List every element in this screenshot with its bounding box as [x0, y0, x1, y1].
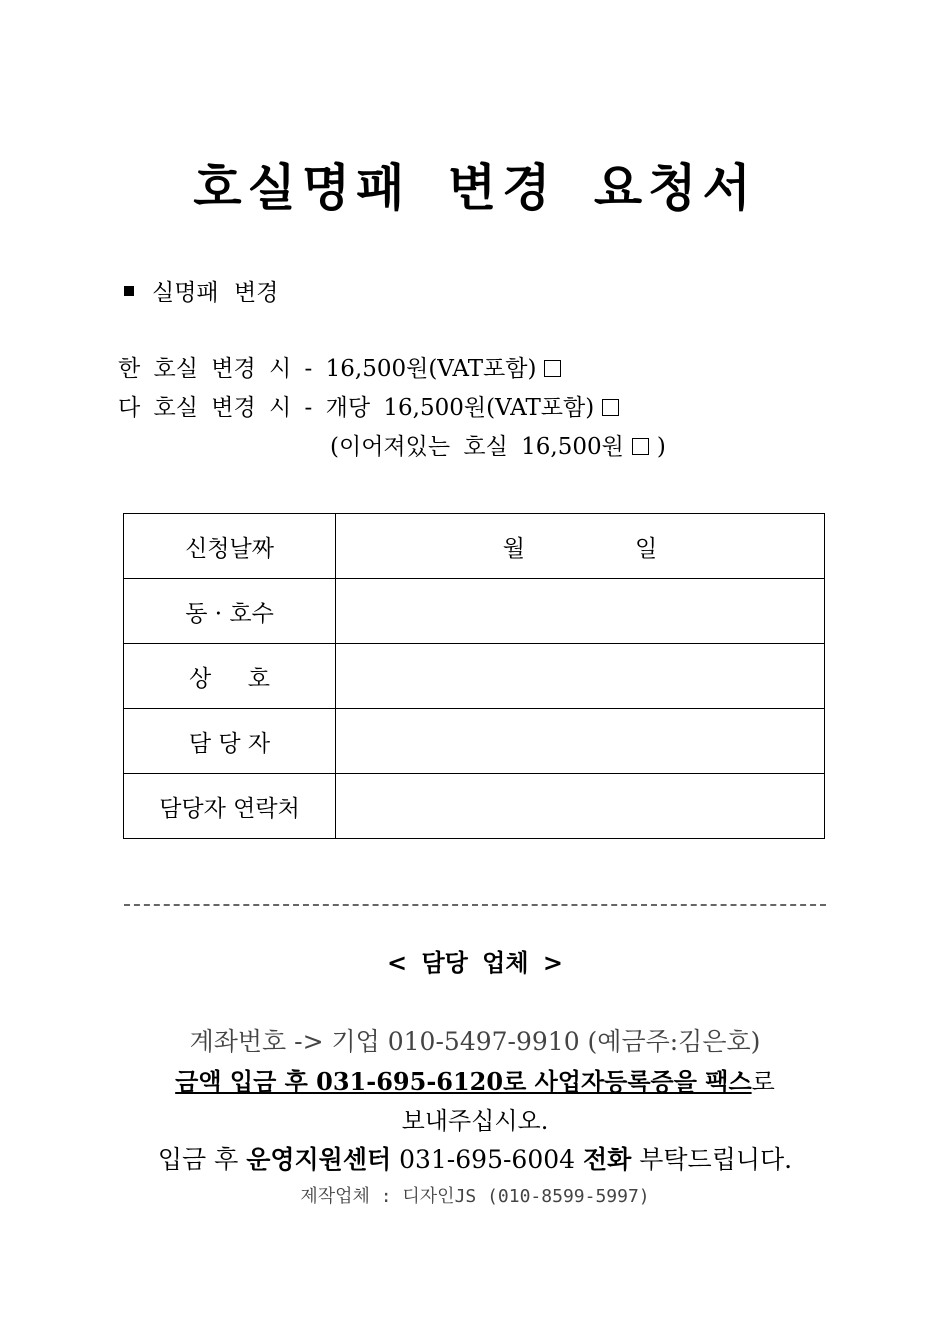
date-day-label: 일: [635, 535, 658, 562]
fax-instruction: [0, 1062, 950, 1097]
price-single-text: 한 호실 변경 시 - 16,500원(VAT포함): [118, 356, 537, 382]
single-checkbox[interactable]: [544, 360, 561, 377]
call-instruction: [0, 1140, 950, 1176]
fax-instruction-tail: 로: [751, 1068, 775, 1096]
table-row: [124, 644, 825, 709]
request-form-table: [123, 513, 825, 839]
call-phone-word: 전화: [583, 1145, 632, 1174]
form-label: 상 호: [124, 644, 336, 709]
maker-info: 제작업체 : 디자인JS (010-8599-5997): [300, 1186, 650, 1207]
contact-person-field[interactable]: [336, 709, 825, 774]
date-month-label: 월: [502, 535, 525, 562]
fax-instruction-underlined: 금액 입금 후 031-695-6120로 사업자등록증을 팩스: [175, 1067, 752, 1096]
price-multiple: [118, 389, 619, 422]
price-single: [118, 350, 561, 383]
vendor-heading: < 담당 업체 >: [386, 948, 564, 977]
call-suffix: 부탁드립니다.: [631, 1145, 793, 1174]
connected-checkbox[interactable]: [632, 438, 649, 455]
call-center-name: 운영지원센터: [246, 1145, 392, 1174]
account-info: 계좌번호 -> 기업 010-5497-9910 (예금주:김은호): [189, 1027, 761, 1056]
building-room-field[interactable]: [336, 579, 825, 644]
square-bullet-icon: [124, 286, 134, 296]
contact-phone-field[interactable]: [336, 774, 825, 839]
call-number: 031-695-6004: [391, 1145, 583, 1174]
page-title: 호실명패 변경 요청서: [193, 158, 757, 217]
price-connected-text: (이어져있는 호실 16,500원: [330, 434, 624, 460]
table-row: [124, 774, 825, 839]
form-label: 담 당 자: [124, 709, 336, 774]
table-row: [124, 709, 825, 774]
cut-line-divider: [124, 904, 826, 906]
date-field[interactable]: [336, 514, 825, 579]
form-label: 동 · 호수: [124, 579, 336, 644]
section-heading: [124, 274, 278, 307]
form-label: 신청날짜: [124, 514, 336, 579]
table-row: [124, 514, 825, 579]
price-connected: [330, 428, 666, 461]
table-row: [124, 579, 825, 644]
fax-instruction-line2: 보내주십시오.: [401, 1107, 549, 1135]
price-multiple-text: 다 호실 변경 시 - 개당 16,500원(VAT포함): [118, 395, 595, 421]
form-label: 담당자 연락처: [124, 774, 336, 839]
price-connected-close: ): [656, 434, 666, 460]
section-label: 실명패 변경: [152, 280, 279, 306]
call-prefix: 입금 후: [157, 1145, 247, 1174]
multiple-checkbox[interactable]: [602, 399, 619, 416]
company-name-field[interactable]: [336, 644, 825, 709]
